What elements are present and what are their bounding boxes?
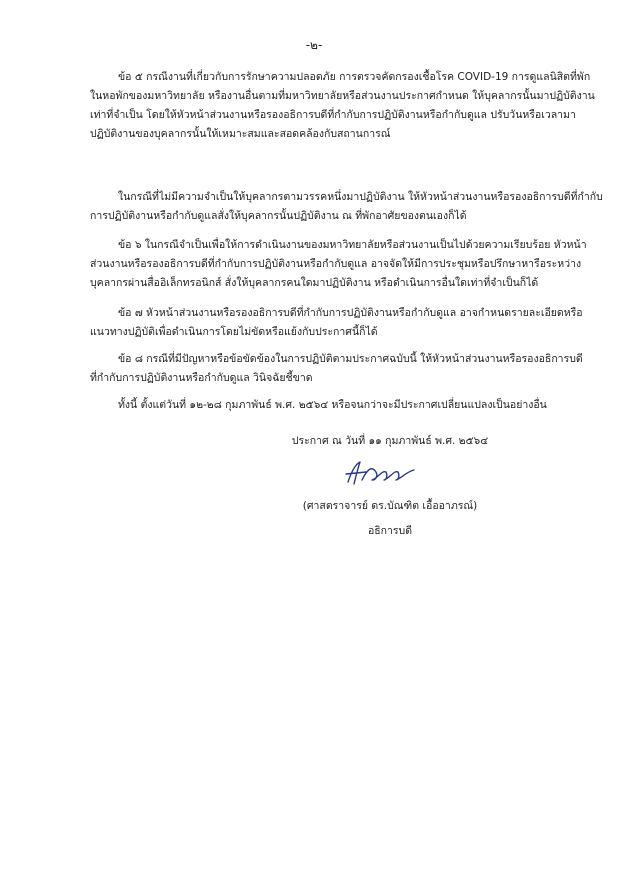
text-line: ส่วนงานหรือรองอธิการบดีที่กำกับการปฏิบัติงานหรือกำกับดูแล อาจจัดให้มีการประชุมหรือปรึกษาหารือระหว่าง — [90, 258, 582, 270]
clause-5-paragraph — [90, 68, 595, 144]
signatory-title: อธิการบดี — [367, 525, 413, 537]
effective-date-paragraph — [90, 396, 545, 415]
clause-7-paragraph — [90, 304, 583, 342]
text-line: เท่าที่จำเป็น โดยให้หัวหน้าส่วนงานหรือรองอธิการบดีที่กำกับการปฏิบัติงานหรือกำกับดูแล ปรับวันหรือเวลามา — [90, 109, 576, 121]
clause-6-paragraph — [90, 236, 587, 293]
text-line: ข้อ ๗ หัวหน้าส่วนงานหรือรองอธิการบดีที่กำกับการปฏิบัติงานหรือกำกับดูแล อาจกำหนดรายละเอียดหรือ — [118, 307, 583, 319]
text-line: ข้อ ๖ ในกรณีจำเป็นเพื่อให้การดำเนินงานของมหาวิทยาลัยหรือส่วนงานเป็นไปด้วยความเรียบร้อย หัวหน้า — [118, 239, 587, 251]
handwritten-signature — [342, 458, 420, 490]
page-number: -๒- — [305, 38, 323, 52]
text-line: ในกรณีที่ไม่มีความจำเป็นให้บุคลากรตามวรรคหนึ่งมาปฏิบัติงาน ให้หัวหน้าส่วนงานหรือรองอธิการบดีที่กำกับ — [118, 191, 603, 203]
text-line: บุคลากรผ่านสื่ออิเล็กทรอนิกส์ สั่งให้บุคลากรคนใดมาปฏิบัติงาน หรือดำเนินการอื่นใดเท่าที่จำเป็นก็ได้ — [90, 277, 539, 289]
clause-5-subparagraph — [90, 188, 603, 226]
text-line: ทั้งนี้ ตั้งแต่วันที่ ๑๒-๒๘ กุมภาพันธ์ พ.ศ. ๒๕๖๔ หรือจนกว่าจะมีประกาศเปลี่ยนแปลงเป็นอย่างอื่น — [118, 399, 547, 411]
text-line: ข้อ ๕ กรณีงานที่เกี่ยวกับการรักษาความปลอดภัย การตรวจคัดกรองเชื้อโรค COVID-19 การดูแลนิสิตที่พัก — [118, 71, 591, 83]
announcement-date: ประกาศ ณ วันที่ ๑๑ กุมภาพันธ์ พ.ศ. ๒๕๖๔ — [291, 435, 489, 447]
text-line: ในหอพักของมหาวิทยาลัย หรืองานอื่นตามที่มหาวิทยาลัยหรือส่วนงานประกาศกำหนด ให้บุคลากรนั้นมาปฏิบัติงาน — [90, 90, 595, 102]
text-line: แนวทางปฏิบัติเพื่อดำเนินการโดยไม่ขัดหรือแย้งกับประกาศนี้ก็ได้ — [90, 326, 378, 338]
text-line: ข้อ ๘ กรณีที่มีปัญหาหรือข้อขัดข้องในการปฏิบัติตามประกาศฉบับนี้ ให้หัวหน้าส่วนงานหรือรองอธิการบดี — [118, 353, 583, 365]
signatory-name: (ศาสตราจารย์ ดร.บัณฑิต เอื้ออาภรณ์) — [302, 500, 478, 512]
text-line: ปฏิบัติงานของบุคลากรนั้นให้เหมาะสมและสอดคล้องกับสถานการณ์ — [90, 128, 391, 140]
clause-8-paragraph — [90, 350, 583, 388]
text-line: ที่กำกับการปฏิบัติงานหรือกำกับดูแล วินิจฉัยชี้ขาด — [90, 372, 313, 384]
text-line: การปฏิบัติงานหรือกำกับดูแลสั่งให้บุคลากรนั้นปฏิบัติงาน ณ ที่พักอาศัยของตนเองก็ได้ — [90, 210, 467, 222]
